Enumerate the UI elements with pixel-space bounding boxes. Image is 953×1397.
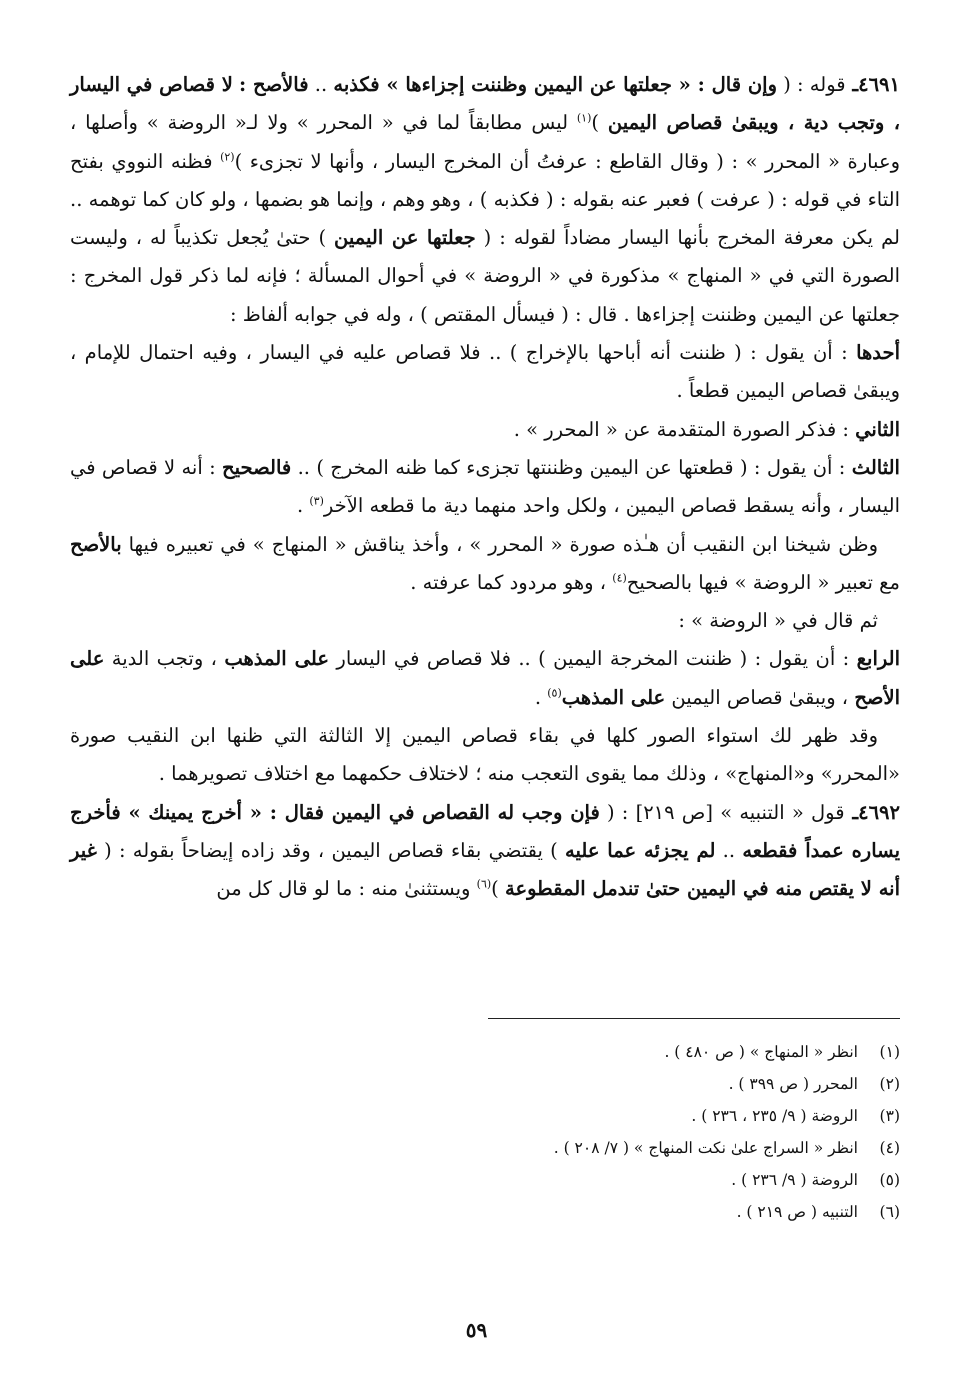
footnote-number: (٣) xyxy=(879,1107,900,1125)
footnote-text: المحرر ( ص ٣٩٩ ) . xyxy=(728,1075,858,1093)
text-run: . xyxy=(296,494,310,518)
footnotes-list xyxy=(70,1036,900,1228)
footnote-marker: (٦) xyxy=(476,877,492,891)
text-run: ) يقتضي بقاء قصاص اليمين ، وقد زاده إيضاحاً بقوله : ( xyxy=(96,838,566,862)
text-run: : أن يقول : ( ظننت المخرجة اليمين ) .. فلا قصاص في اليسار xyxy=(329,647,857,671)
text-run: ) xyxy=(591,111,608,135)
text-run: قول « التنبيه » [ص ٢١٩] : ( xyxy=(599,800,845,824)
text-run: ، وتجب الدية xyxy=(104,647,225,671)
text-run: : أنه لا قصاص في اليسار ، وأنه يسقط قصاص اليمين ، ولكل واحد منهما دية ما قطعه الآخر xyxy=(70,455,900,518)
footnote-marker: (٥) xyxy=(547,686,562,700)
bold-text: على المذهب xyxy=(224,647,330,671)
footnote-item xyxy=(70,1068,900,1100)
text-run: .. xyxy=(308,73,334,96)
bold-text: فإن وجب له القصاص في اليمين فقال : « أخرج يمينك » فأخرج يساره عمداً فقطعه xyxy=(70,800,900,862)
text-run: فظنه النووي بفتح التاء في قوله : ( عرفت ) فعبر عنه بقوله : ( فكذبه ) ، وهو وهم ، وإنما هو بضمها ، ولو كان كما توهمه .. لم يكن معرفة المخرج بأنها اليسار مضاداً لقوله : ( xyxy=(70,149,900,250)
text-run: مع تعبير « الروضة » فيها بالصحيح xyxy=(626,570,900,594)
bold-text: على المذهب xyxy=(561,685,666,709)
page-number: ٥٩ xyxy=(465,1318,488,1342)
bold-text: فالصحيح xyxy=(222,455,292,479)
footnote-number: (٥) xyxy=(879,1171,900,1189)
text-run: ، ويبقىٰ قصاص اليمين xyxy=(665,685,855,709)
footnote-marker: (٢) xyxy=(220,150,235,164)
bold-text: الثالث xyxy=(851,455,900,479)
footnote-number: (٢) xyxy=(879,1075,900,1093)
text-run: وظن شيخنا ابن النقيب أن هـٰذه صورة « المحرر » ، وأخذ يناقش « المنهاج » في تعبيره فيها xyxy=(121,532,878,556)
bold-text: غير أنه لا يقتص منه في اليمين حتىٰ تندمل المقطوعة xyxy=(70,838,900,901)
footnote-item xyxy=(70,1100,900,1132)
bold-text: الثاني xyxy=(855,417,900,441)
text-run: : فذكر الصورة المتقدمة عن « المحرر » . xyxy=(513,417,856,441)
footnote-item xyxy=(70,1036,900,1068)
footnote-text: التنبيه ( ص ٢١٩ ) . xyxy=(736,1203,858,1221)
text-run: ويستثنىٰ منه : ما لو قال كل من xyxy=(216,877,477,901)
footnote-text: انظر « السراج علىٰ نكت المنهاج » ( ٧/ ٢٠٨ ) . xyxy=(553,1139,858,1157)
bold-text: على الأصح xyxy=(70,647,900,709)
footnote-item xyxy=(70,1132,900,1164)
bold-text: أحدها xyxy=(856,341,900,365)
bold-text: لم يجزئه عما عليه xyxy=(565,838,716,862)
footnote-marker: (٤) xyxy=(612,571,627,585)
text-run: ليس مطابقاً لما في « المحرر » ولا لـ« الروضة » وأصلها ، وعبارة « المحرر » : ( وقال القاطع : عرفتُ أن المخرج اليسار ، وأنها لا تجزىء ) xyxy=(70,111,900,173)
footnote-text: الروضة ( ٩/ ٢٣٦ ) . xyxy=(731,1171,858,1189)
footnote-item xyxy=(70,1164,900,1196)
bold-text: جعلتها عن اليمين xyxy=(334,226,476,250)
footnote-text: انظر « المنهاج » ( ص ٤٨٠ ) . xyxy=(664,1043,858,1061)
bold-text: بالأصح xyxy=(70,532,122,556)
footnote-number: (٤) xyxy=(879,1139,900,1157)
text-run: ) xyxy=(491,877,505,901)
text-run: . xyxy=(534,685,548,709)
text-run: : أن يقول : ( قطعتها عن اليمين وظننتها تجزىء كما ظنه المخرج ) .. xyxy=(291,455,852,479)
footnote-divider xyxy=(488,1018,900,1019)
footnote-item xyxy=(70,1196,900,1228)
bold-text: ٤٦٩١ـ xyxy=(845,73,901,96)
text-run: ثم قال في « الروضة » : xyxy=(678,609,878,633)
footnote-marker: (٣) xyxy=(309,494,324,508)
footnote-number: (١) xyxy=(879,1043,900,1061)
bold-text: الرابع xyxy=(856,647,900,671)
bold-text: ٤٦٩٢ـ xyxy=(844,800,900,824)
bold-text: وإن قال : « جعلتها عن اليمين وظننت إجزاءها » فكذبه xyxy=(333,73,778,96)
bold-text: فالأصح : xyxy=(239,73,309,96)
text-run: .. xyxy=(715,838,743,862)
text-run: ، وهو مردود كما عرفته . xyxy=(410,570,613,594)
footnote-text: الروضة ( ٩/ ٢٣٥ ، ٢٣٦ ) . xyxy=(691,1107,858,1125)
footnote-marker: (١) xyxy=(576,111,592,125)
text-run: قوله : ( xyxy=(777,73,846,96)
footnote-number: (٦) xyxy=(879,1203,900,1221)
bold-text: لا قصاص في اليسار ، وتجب دية ، ويبقىٰ قصاص اليمين xyxy=(70,73,900,135)
text-run: ) حتىٰ يُجعل تكذيباً له ، وليست الصورة التي في « المنهاج » مذكورة في « الروضة » في أحوال المسألة ؛ فإنه لما ذكر قول المخرج : جعلتها عن اليمين وظننت إجزاءها . قال : ( فيسأل المقتص ) ، وله في جوابه ألفاظ : xyxy=(70,226,900,326)
text-run: وقد ظهر لك استواء الصور كلها في بقاء قصاص اليمين إلا الثالثة التي ظنها ابن النقيب صورة «المحرر» و«المنهاج» ، وذلك مما يقوى التعجب منه ؛ لاختلاف حكمهما مع اختلاف تصويرهما . xyxy=(70,724,900,786)
text-run: : أن يقول : ( ظننت أنه أباحها بالإخراج ) .. فلا قصاص عليه في اليسار ، وفيه احتمال للإمام ، ويبقىٰ قصاص اليمين قطعاً . xyxy=(70,341,900,403)
footnote-area xyxy=(70,0,900,1397)
